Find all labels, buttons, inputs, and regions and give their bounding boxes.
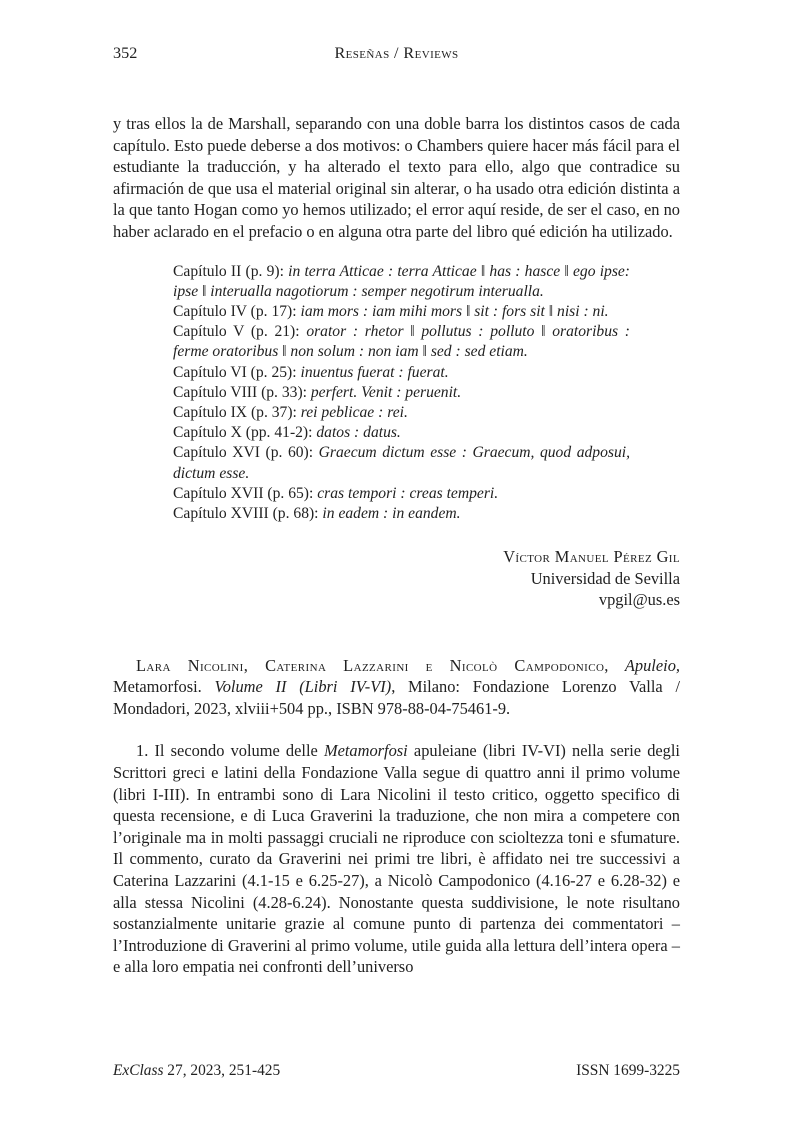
collation-block <box>113 262 680 525</box>
collation-entry <box>173 403 630 423</box>
collation-entry <box>173 302 630 322</box>
issn-label: ISSN 1699-3225 <box>576 1062 680 1079</box>
text-run: Capítulo XVI (p. 60): <box>173 444 319 462</box>
reviewer-name: Víctor Manuel Pérez Gil <box>503 547 680 567</box>
text-run: Lara Nicolini, Caterina Lazzarini e Nicolò Campodonico <box>136 655 605 675</box>
collation-entry <box>173 383 630 403</box>
text-run: orator : rhetor ‖ pollutus : polluto ‖ oratoribus : ferme oratoribus ‖ non solum : non iam ‖ sed : sed etiam. <box>173 323 630 361</box>
text-run: Capítulo II (p. 9): <box>173 262 289 280</box>
reviewer-email: vpgil@us.es <box>598 590 680 610</box>
text-run: Graecum dictum esse : Graecum, quod adposui, dictum esse. <box>173 444 630 482</box>
text-run: iam mors : iam mihi mors ‖ sit : fors sit ‖ nisi : ni. <box>300 302 609 320</box>
collation-entry <box>173 423 630 443</box>
text-run: Apuleio, <box>624 655 680 675</box>
text-run: ExClass <box>113 1062 164 1079</box>
reviewer-affiliation: Universidad de Sevilla <box>530 568 680 588</box>
collation-entry <box>173 363 630 383</box>
text-run: perfert. Venit : peruenit. <box>310 383 462 401</box>
page-footer <box>113 1062 680 1080</box>
text-run: Metamorfosi <box>323 741 408 761</box>
text-run: , Milano: Fondazione Lorenzo Valla / Mondadori, 2023, xlviii+504 pp., ISBN 978-88-04-75461-9. <box>113 677 680 718</box>
text-run: Capítulo VIII (p. 33): <box>173 383 311 401</box>
signature-block <box>113 546 680 611</box>
collation-entry <box>173 504 630 524</box>
collation-entry <box>173 322 630 362</box>
collation-entry <box>173 443 630 483</box>
review-bibliographic-heading <box>113 655 680 720</box>
text-run: cras tempori : creas temperi. <box>317 484 499 502</box>
collation-entry <box>173 262 630 302</box>
text-run: Capítulo X (pp. 41-2): <box>173 424 317 442</box>
text-run: in eadem : in eandem. <box>322 505 461 522</box>
text-run: Capítulo XVIII (p. 68): <box>173 505 323 522</box>
review-closing-paragraph <box>113 113 680 243</box>
page-number: 352 <box>113 44 138 62</box>
text-run: Volume II (Libri IV-VI) <box>214 677 392 697</box>
text-run: apuleiane (libri IV-VI) nella serie degli Scrittori greci e latini della Fondazione Valla segue di quattro anni il primo volume (libri I-III). In entrambi sono di Lara Nicolini il testo critico, oggetto specifico di questa recensione, e di Luca Graverini la traduzione, che non mira a competere con l’originale ma in molti passaggi cruciali ne riproduce con scioltezza toni e sfumature. Il commento, curato da Graverini nei primi tre libri, è affidato nei tre successivi a Caterina Lazzarini (4.1-15 e 6.25-27), a Nicolò Campodonico (4.16-27 e 6.28-32) e alla stessa Nicolini (4.28-6.24). Nonostante questa suddivisione, le note risultano sostanzialmente unitarie grazie al comune punto di partenza dei commentatori – l’Introduzione di Graverini al primo volume, utile guida alla lettura dell’intera opera – e alla loro empatia nei confronti dell’universo <box>113 741 680 977</box>
text-run: datos : datus. <box>316 424 401 442</box>
text-run: inuentus fuerat : fuerat. <box>300 363 449 381</box>
text-column <box>113 113 680 978</box>
text-run: 27, 2023, 251-425 <box>163 1062 281 1079</box>
text-run: Capítulo VI (p. 25): <box>173 363 301 381</box>
text-run: y tras ellos la de Marshall, separando con una doble barra los distintos casos de cada capítulo. Esto puede deberse a dos motivos: o Chambers quiere hacer más fácil para el estudiante la traducción, y ha alterado el texto para ello, algo que contradice su afirmación de que usa el material original sin alterar, o ha usado otra edición distinta a la que tanto Hogan como yo hemos utilizado; el error aquí reside, de ser el caso, en no haber aclarado en el prefacio o en alguna otra parte del libro qué edición ha utilizado. <box>113 114 680 241</box>
text-run: rei peblicae : rei. <box>300 403 408 421</box>
text-run: Capítulo IV (p. 17): <box>173 302 301 320</box>
text-run: in terra Atticae : terra Atticae ‖ has : hasce ‖ ego ipse: ipse ‖ interualla nagotiorum : semper negotirum interualla. <box>173 262 631 300</box>
review-body-paragraph <box>113 740 680 978</box>
text-run: Capítulo IX (p. 37): <box>173 403 301 421</box>
text-run: 1. Il secondo volume delle <box>136 741 324 761</box>
text-run: Capítulo V (p. 21): <box>173 323 307 341</box>
running-header <box>113 44 680 64</box>
journal-citation <box>113 1062 280 1080</box>
collation-entry <box>173 484 630 504</box>
text-run: , <box>604 655 625 675</box>
text-run: Capítulo XVII (p. 65): <box>173 484 318 502</box>
running-head-title: Reseñas / Reviews <box>334 44 459 62</box>
text-run: Metamorfosi. <box>113 677 215 697</box>
